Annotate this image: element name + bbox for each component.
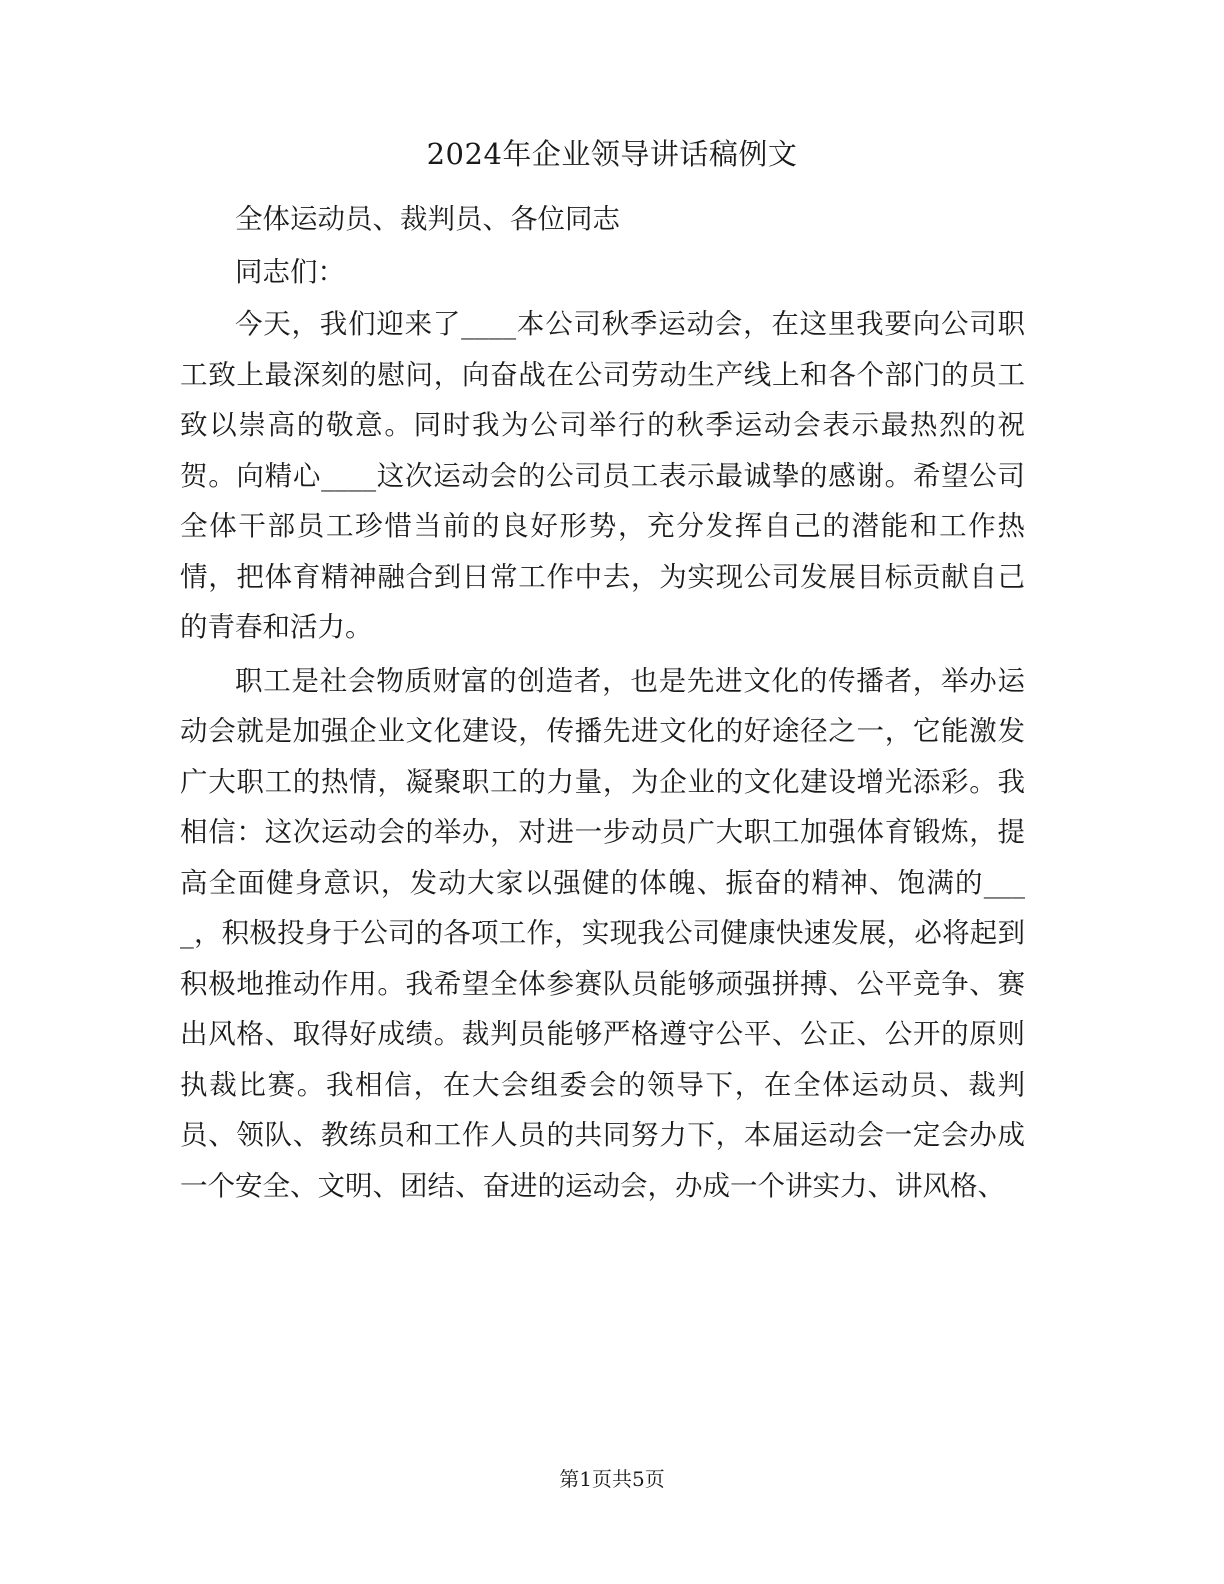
paragraph-2: 职工是社会物质财富的创造者，也是先进文化的传播者，举办运动会就是加强企业文化建设，传播先进文化的好途径之一，它能激发广大职工的热情，凝聚职工的力量，为企业的文化建设增光添彩。我相信：这次运动会的举办，对进一步动员广大职工加强体育锻炼，提高全面健身意识，发动大家以强健的体魄、振奋的精神、饱满的____，积极投身于公司的各项工作，实现我公司健康快速发展，必将起到积极地推动作用。我希望全体参赛队员能够顽强拼搏、公平竞争、赛出风格、取得好成绩。裁判员能够严格遵守公平、公正、公开的原则执裁比赛。我相信，在大会组委会的领导下，在全体运动员、裁判员、领队、教练员和工作人员的共同努力下，本届运动会一定会办成一个安全、文明、团结、奋进的运动会，办成一个讲实力、讲风格、: [180, 664, 1025, 1202]
document-title: 2024年企业领导讲话稿例文: [426, 137, 798, 171]
paragraph-1: 今天，我们迎来了____本公司秋季运动会，在这里我要向公司职工致上最深刻的慰问，向奋战在公司劳动生产线上和各个部门的员工致以崇高的敬意。同时我为公司举行的秋季运动会表示最热烈的祝贺。向精心____这次运动会的公司员工表示最诚挚的感谢。希望公司全体干部员工珍惜当前的良好形势，充分发挥自己的潜能和工作热情，把体育精神融合到日常工作中去，为实现公司发展目标贡献自己的青春和活力。: [180, 308, 1025, 643]
page-footer: 第1页共5页: [559, 1467, 665, 1491]
greeting: 同志们：: [235, 255, 345, 288]
document-body: [180, 194, 1025, 1211]
salutation: 全体运动员、裁判员、各位同志: [235, 203, 620, 235]
